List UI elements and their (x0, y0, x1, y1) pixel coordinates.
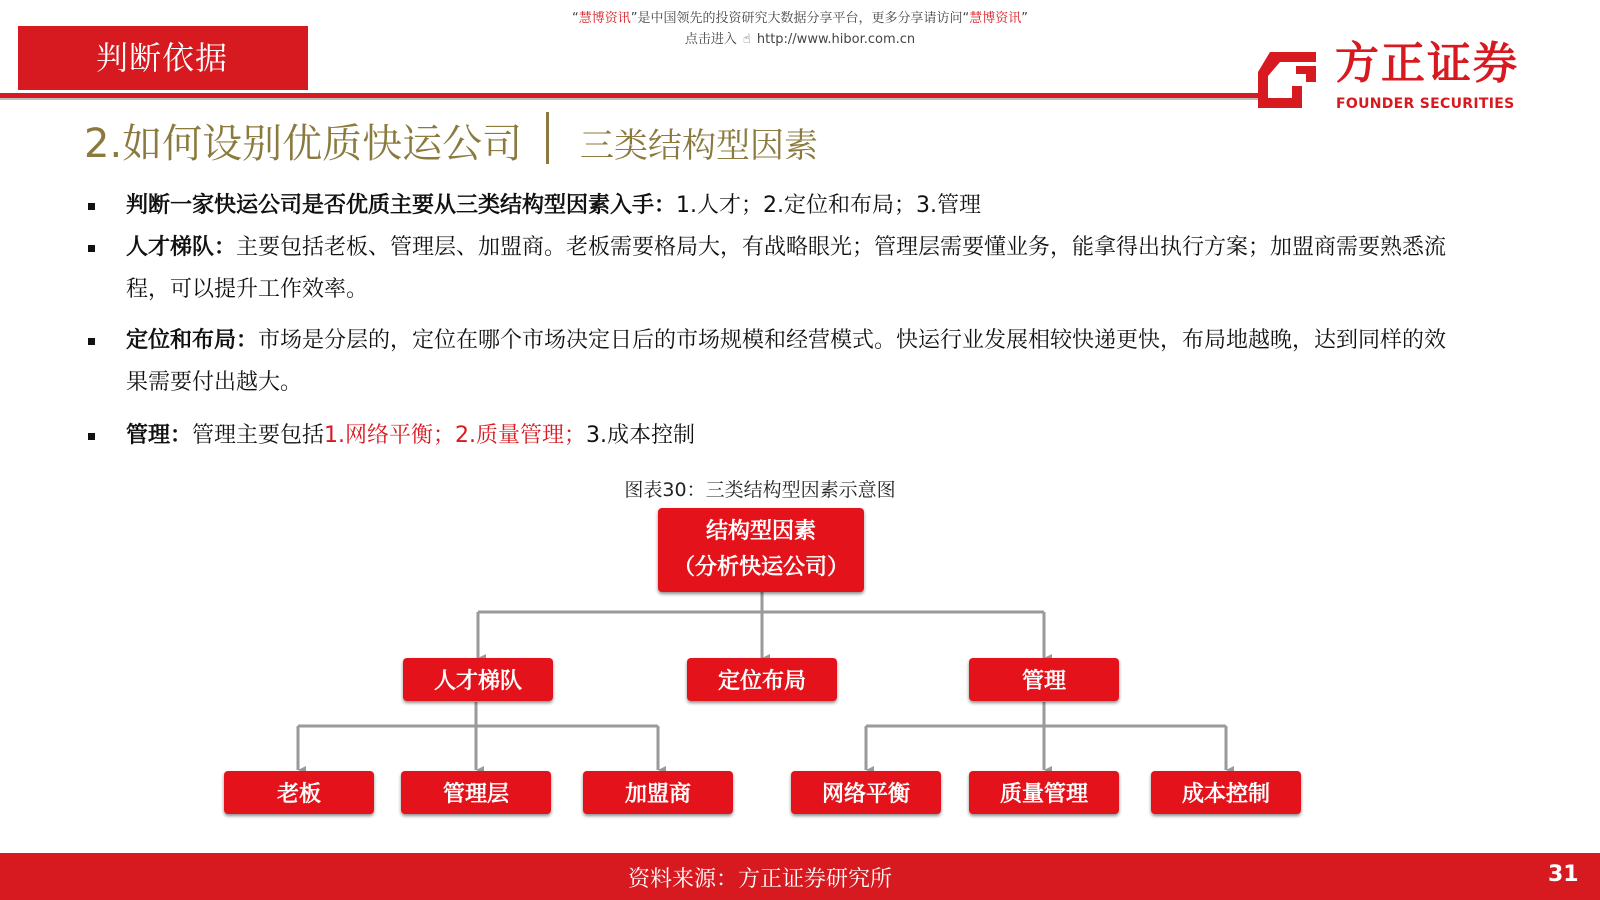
watermark-brand: 慧博资讯 (578, 11, 631, 26)
logo-chinese-name: 方正证券 (1335, 38, 1519, 89)
bullet-body: 1.人才；2.定位和布局；3.管理 (676, 193, 981, 218)
org-node-cost-control: 成本控制 (1151, 771, 1301, 814)
org-node-root-line2: （分析快运公司） (672, 555, 849, 580)
bullet-body: 管理主要包括 (192, 423, 325, 448)
watermark-middle: 是中国领先的投资研究大数据分享平台，更多分享请访问 (637, 11, 963, 26)
watermark-quote-open: “ (571, 11, 579, 26)
org-node-boss: 老板 (224, 771, 374, 814)
org-node-root-line1: 结构型因素 (705, 519, 816, 544)
watermark-quote-close: ” (630, 11, 638, 26)
org-node-quality-management: 质量管理 (969, 771, 1119, 814)
bullet-body-end: 3.成本控制 (586, 423, 696, 448)
page-subtitle: 三类结构型因素 (580, 126, 818, 166)
bullet-highlight: 1.网络平衡；2.质量管理； (324, 423, 587, 448)
chart-caption: 图表30：三类结构型因素示意图 (624, 479, 896, 501)
bullet-lead: 判断一家快运公司是否优质主要从三类结构型因素入手： (126, 193, 677, 218)
watermark-quote2-close: ” (1021, 11, 1029, 26)
org-node-network-balance: 网络平衡 (791, 771, 941, 814)
watermark-brand-2: 慧博资讯 (969, 11, 1022, 26)
bullet-lead: 管理： (126, 423, 193, 448)
org-node-management: 管理 (969, 658, 1119, 701)
page-number: 31 (1548, 862, 1579, 887)
bullet-body: 主要包括老板、管理层、加盟商。老板需要格局大，有战略眼光；管理层需要懂业务，能拿得出执行方案；加盟商需要熟悉流程，可以提升工作效率。 (126, 235, 1447, 302)
org-node-root (658, 508, 864, 592)
pointer-click-icon: ☝ (742, 32, 751, 47)
watermark-click-text: 点击进入 (684, 32, 737, 47)
logo-english-name: FOUNDER SECURITIES (1336, 96, 1515, 112)
watermark-quote2-open: “ (962, 11, 970, 26)
section-tag: 判断依据 (18, 26, 308, 90)
bullet-lead: 人才梯队： (126, 235, 237, 260)
bullet-lead: 定位和布局： (126, 328, 259, 353)
page-title: 2.如何设别优质快运公司 (84, 121, 523, 167)
watermark-url-link[interactable]: http://www.hibor.com.cn (756, 32, 916, 47)
org-node-franchisees: 加盟商 (583, 771, 733, 814)
org-node-talent: 人才梯队 (403, 658, 553, 701)
org-node-positioning: 定位布局 (687, 658, 837, 701)
footer-source: 资料来源：方正证券研究所 (627, 867, 892, 892)
bullet-body: 市场是分层的，定位在哪个市场决定日后的市场规模和经营模式。快运行业发展相较快递更快，布局地越晚，达到同样的效果需要付出越大。 (126, 328, 1447, 395)
org-node-managers: 管理层 (401, 771, 551, 814)
